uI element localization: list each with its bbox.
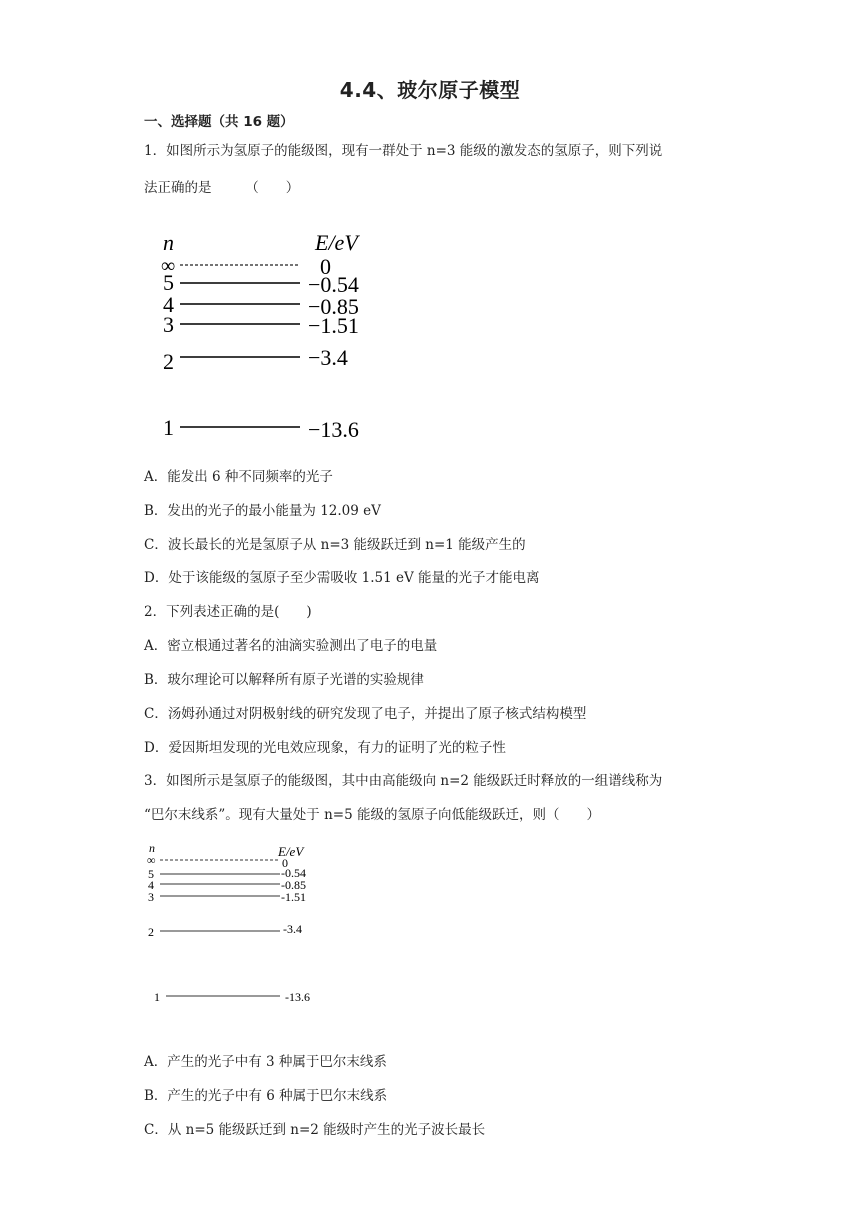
q3-level-n-5: 5: [148, 867, 154, 881]
q1-level-n-4: 4: [163, 292, 174, 317]
q1-level-e-1: −13.6: [308, 417, 359, 442]
q1-option-a: A．能发出 6 种不同频率的光子: [144, 469, 333, 485]
q2-option-d: D．爱因斯坦发现的光电效应现象，有力的证明了光的粒子性: [144, 740, 506, 756]
q1-stem-line1: 1．如图所示为氢原子的能级图，现有一群处于 n=3 能级的激发态的氢原子，则下列说: [144, 143, 663, 159]
section-heading: 一、选择题（共 16 题）: [144, 114, 294, 130]
q1-stem-line2: 法正确的是 （ ）: [144, 180, 300, 196]
q1-option-b: B．发出的光子的最小能量为 12.09 eV: [144, 503, 381, 519]
q2-option-a: A．密立根通过著名的油滴实验测出了电子的电量: [144, 638, 438, 654]
q3-level-e-2: -3.4: [283, 922, 302, 936]
q3-e-axis-label: E/eV: [278, 844, 304, 859]
q1-level-e-3: −1.51: [308, 313, 359, 338]
q3-option-c: C．从 n=5 能级跃迁到 n=2 能级时产生的光子波长最长: [144, 1122, 486, 1138]
q3-level-e-3: -1.51: [281, 890, 306, 904]
q3-level-n-4: 4: [148, 878, 154, 892]
q3-level-n-2: 2: [148, 925, 154, 939]
q3-n-axis-label: n: [149, 841, 155, 855]
q1-level-n-5: 5: [163, 270, 174, 295]
q3-level-e-inf: 0: [282, 856, 288, 870]
q2-stem: 2．下列表述正确的是( ): [144, 604, 312, 620]
q1-level-e-inf: 0: [320, 254, 331, 279]
q3-stem-line1: 3．如图所示是氢原子的能级图，其中由高能级向 n=2 能级跃迁时释放的一组谱线称为: [144, 773, 663, 789]
q3-energy-level-diagram: [140, 838, 340, 1014]
q1-option-c: C．波长最长的光是氢原子从 n=3 能级跃迁到 n=1 能级产生的: [144, 537, 526, 553]
q3-option-a: A．产生的光子中有 3 种属于巴尔末线系: [144, 1054, 387, 1070]
q2-option-b: B．玻尔理论可以解释所有原子光谱的实验规律: [144, 672, 424, 688]
q1-level-e-5: −0.54: [308, 272, 359, 297]
q1-level-e-4: −0.85: [308, 294, 359, 319]
q1-level-e-2: −3.4: [308, 345, 348, 370]
page-title: 4.4、玻尔原子模型: [339, 78, 521, 102]
q3-stem-line2: “巴尔末线系”。现有大量处于 n=5 能级的氢原子向低能级跃迁，则（ ）: [144, 807, 600, 823]
q3-level-e-1: -13.6: [285, 990, 310, 1004]
q3-level-n-3: 3: [148, 890, 154, 904]
q2-option-c: C．汤姆孙通过对阴极射线的研究发现了电子，并提出了原子核式结构模型: [144, 706, 587, 722]
q1-level-n-1: 1: [163, 415, 174, 440]
q3-level-n-1: 1: [154, 990, 160, 1004]
q1-level-n-2: 2: [163, 349, 174, 374]
q1-level-n-3: 3: [163, 312, 174, 337]
q3-level-e-5: -0.54: [281, 866, 306, 880]
q3-level-e-4: -0.85: [281, 878, 306, 892]
q1-energy-level-diagram: [150, 228, 380, 447]
q3-level-n-inf: ∞: [147, 853, 156, 867]
q1-level-n-inf: ∞: [161, 255, 176, 277]
q3-option-b: B．产生的光子中有 6 种属于巴尔末线系: [144, 1088, 388, 1104]
q1-option-d: D．处于该能级的氢原子至少需吸收 1.51 eV 能量的光子才能电离: [144, 570, 540, 586]
q1-n-axis-label: n: [163, 230, 174, 255]
q1-e-axis-label: E/eV: [315, 230, 358, 255]
